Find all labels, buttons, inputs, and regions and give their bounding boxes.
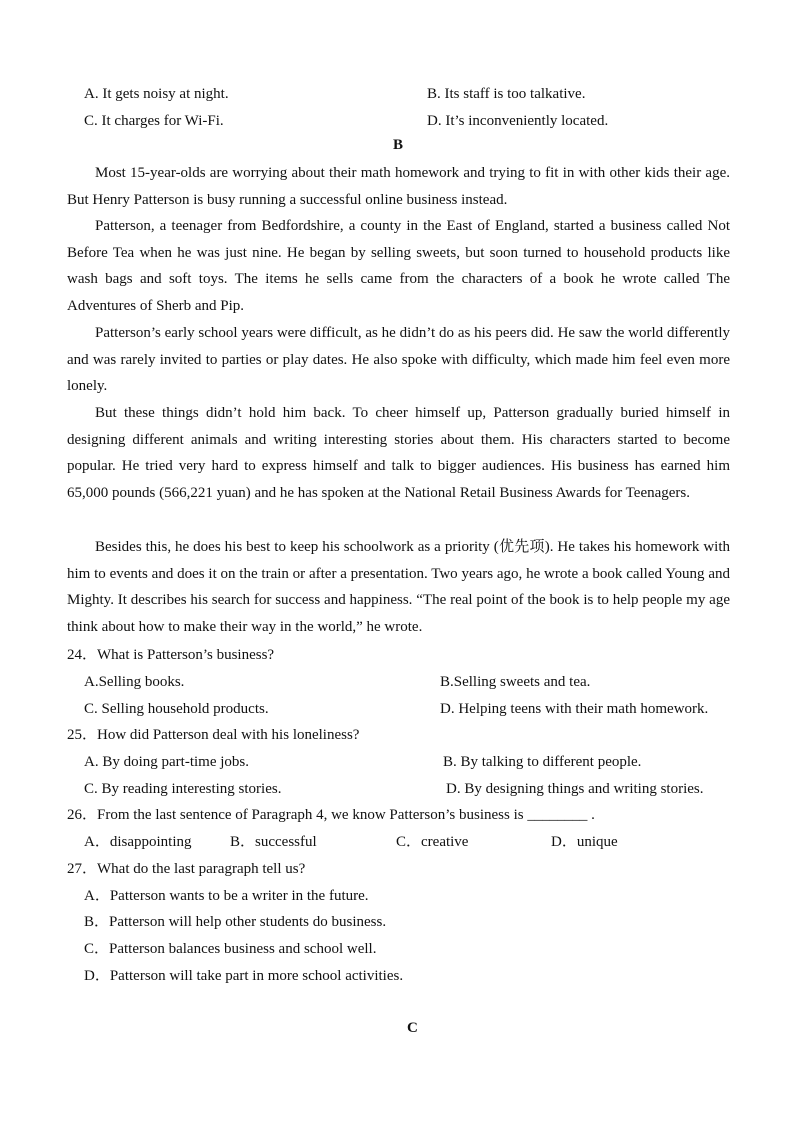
section-b-heading: B bbox=[393, 137, 404, 153]
question-25-stem: 25．How did Patterson deal with his loneliness? bbox=[67, 727, 360, 743]
question-26-option-b: B．successful bbox=[230, 834, 317, 850]
question-27-option-c: C．Patterson balances business and school well. bbox=[84, 941, 377, 957]
question-25-option-a: A. By doing part-time jobs. bbox=[84, 754, 249, 770]
passage-paragraph-5: Besides this, he does his best to keep his schoolwork as a priority (优先项). He takes his homework with him to events and does it on the train or after a presentation. Two years ago, he wrote a book called Young and Mighty. It describes his search for success and happiness. “The real point of the book is to help people my age think about how to make their way in the world,” he wrote. bbox=[67, 539, 730, 636]
prev-option-a: A. It gets noisy at night. bbox=[84, 86, 229, 102]
question-27-stem: 27．What do the last paragraph tell us? bbox=[67, 861, 306, 877]
question-26-option-d: D．unique bbox=[551, 834, 618, 850]
question-26-option-a: A．disappointing bbox=[84, 834, 192, 850]
question-25-option-b: B. By talking to different people. bbox=[443, 754, 642, 770]
question-24-stem: 24．What is Patterson’s business? bbox=[67, 647, 275, 663]
passage-paragraph-1: Most 15-year-olds are worrying about their math homework and trying to fit in with other kids their age. But Henry Patterson is busy running a successful online business instead. bbox=[67, 165, 730, 208]
question-24-option-c: C. Selling household products. bbox=[84, 701, 269, 717]
question-26-stem: 26．From the last sentence of Paragraph 4, we know Patterson’s business is ________ . bbox=[67, 807, 595, 823]
section-c-heading: C bbox=[407, 1020, 418, 1036]
question-27-option-a: A．Patterson wants to be a writer in the future. bbox=[84, 888, 369, 904]
question-24-option-d: D. Helping teens with their math homework. bbox=[440, 701, 709, 717]
question-25-option-d: D. By designing things and writing stories. bbox=[446, 781, 704, 797]
passage-paragraph-4: But these things didn’t hold him back. To cheer himself up, Patterson gradually buried himself in designing different animals and writing interesting stories about them. His characters started to become popular. He tried very hard to express himself and talk to bigger audiences. His business has earned him 65,000 pounds (566,221 yuan) and he has spoken at the National Retail Business Awards for Teenagers. bbox=[67, 405, 730, 502]
passage-paragraph-2: Patterson, a teenager from Bedfordshire, a county in the East of England, started a business called Not Before Tea when he was just nine. He began by selling sweets, but soon turned to household products like wash bags and soft toys. The items he sells came from the characters of a book he wrote called The Adventures of Sherb and Pip. bbox=[67, 218, 730, 315]
passage-paragraph-3: Patterson’s early school years were difficult, as he didn’t do as his peers did. He saw the world differently and was rarely invited to parties or play dates. He also spoke with difficulty, which made him feel even more lonely. bbox=[67, 325, 730, 395]
question-24-option-a: A.Selling books. bbox=[84, 674, 185, 690]
question-25-option-c: C. By reading interesting stories. bbox=[84, 781, 282, 797]
question-27-option-d: D．Patterson will take part in more school activities. bbox=[84, 968, 404, 984]
question-26-option-c: C．creative bbox=[396, 834, 469, 850]
prev-option-b: B. Its staff is too talkative. bbox=[427, 86, 586, 102]
prev-option-c: C. It charges for Wi-Fi. bbox=[84, 113, 224, 129]
question-24-option-b: B.Selling sweets and tea. bbox=[440, 674, 591, 690]
question-27-option-b: B．Patterson will help other students do business. bbox=[84, 914, 387, 930]
prev-option-d: D. It’s inconveniently located. bbox=[427, 113, 609, 129]
